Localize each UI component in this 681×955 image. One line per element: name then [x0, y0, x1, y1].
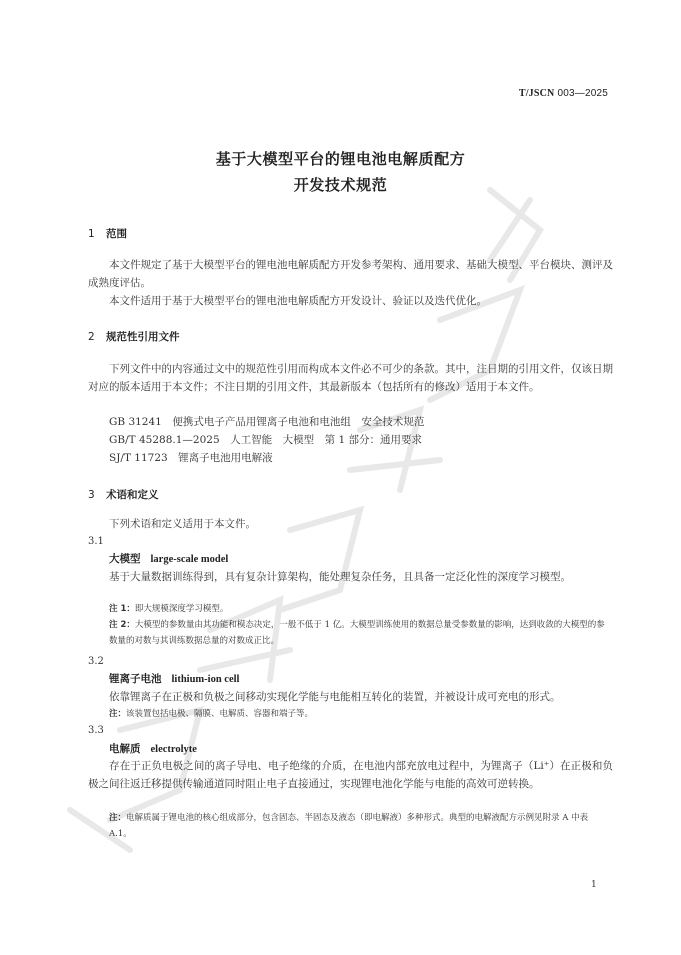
term-3-3-title: 电解质 electrolyte: [109, 743, 197, 755]
document-title-line2: 开发技术规范: [293, 176, 388, 194]
term-3-3-note: 注：电解质属于锂电池的核心组成部分，包含固态、半固态及液态（即电解液）多种形式。典型的电解液配方示例见附录 A 中表 A.1。: [109, 813, 589, 839]
term-3-3-number: 3.3: [88, 725, 104, 736]
term-3-1-title: 大模型 large-scale model: [109, 553, 229, 565]
section-2-heading: 2 规范性引用文件: [88, 331, 180, 343]
section-1-paragraph-1: 本文件规定了基于大模型平台的锂电池电解质配方开发参考架构、通用要求、基础大模型、平台模块、测评及成熟度评估。: [88, 259, 613, 289]
section-2-paragraph-1: 下列文件中的内容通过文中的规范性引用而构成本文件必不可少的条款。其中，注日期的引用文件，仅该日期对应的版本适用于本文件；不注日期的引用文件，其最新版本（包括所有的修改）适用于本文件。: [88, 363, 613, 393]
document-code: T/JSCN 003—2025: [518, 88, 608, 99]
term-3-2-number: 3.2: [88, 656, 104, 667]
term-3-2-definition: 依靠锂离子在正极和负极之间移动实现化学能与电能相互转化的装置，并被设计成可充电的形式。: [109, 691, 561, 703]
term-3-1-number: 3.1: [88, 536, 104, 547]
section-1-paragraph-2: 本文件适用于基于大模型平台的锂电池电解质配方开发设计、验证以及迭代优化。: [109, 295, 487, 307]
document-title-line1: 基于大模型平台的锂电池电解质配方: [215, 150, 466, 168]
term-3-2-note: 注：该装置包括电极、隔膜、电解质、容器和端子等。: [109, 709, 314, 719]
term-3-1-note-2: 注 2：大模型的参数量由其功能和模态决定，一般不低于 1 亿。大模型训练使用的数据总量受参数量的影响，达到收敛的大模型的参数量的对数与其训练数据总量的对数成正比。: [109, 620, 605, 646]
term-3-1-note-1: 注 1：即大规模深度学习模型。: [109, 604, 229, 614]
term-3-2-title: 锂离子电池 lithium-ion cell: [109, 673, 240, 685]
normative-reference-2: GB/T 45288.1—2025 人工智能 大模型 第 1 部分：通用要求: [109, 434, 422, 446]
normative-reference-1: GB 31241 便携式电子产品用锂离子电池和电池组 安全技术规范: [109, 416, 425, 428]
term-3-3-definition: 存在于正负电极之间的离子导电、电子绝缘的介质，在电池内部充放电过程中，为锂离子（Li⁺）在正极和负极之间往返迁移提供传输通道同时阻止电子直接通过，实现锂电池化学能与电能的高效可逆转换。: [88, 760, 613, 790]
normative-reference-3: SJ/T 11723 锂离子电池用电解液: [109, 452, 273, 464]
page-number: 1: [591, 880, 597, 890]
term-3-1-definition: 基于大量数据训练得到，具有复杂计算架构，能处理复杂任务，且具备一定泛化性的深度学习模型。: [109, 571, 571, 583]
section-3-intro: 下列术语和定义适用于本文件。: [109, 518, 256, 530]
section-1-heading: 1 范围: [88, 228, 127, 240]
section-3-heading: 3 术语和定义: [88, 489, 159, 501]
